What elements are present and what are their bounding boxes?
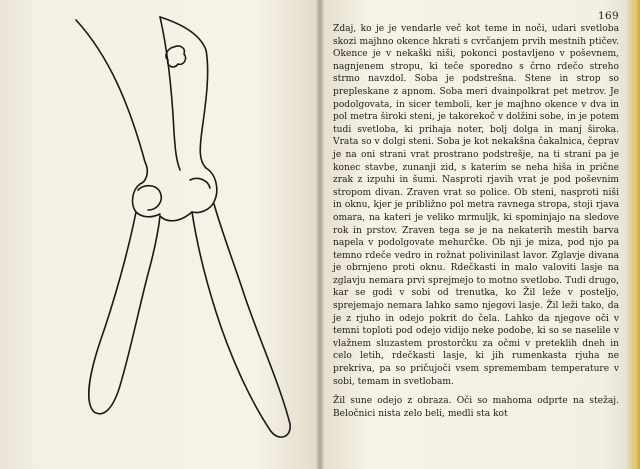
page-edge-strip [626, 0, 640, 469]
page-number: 169 [598, 10, 619, 22]
jaw-inner-line [160, 17, 180, 170]
paragraph: Žil sune odejo z obraza. Oči so mahoma odprte na stežaj. Beločnici nista zelo beli, medli sta kot [333, 396, 619, 419]
right-jaw [160, 17, 208, 168]
right-page [333, 10, 619, 462]
pivot-joint [133, 168, 217, 217]
handle-inner-edge [160, 212, 192, 221]
pivot-bump [138, 186, 161, 210]
pivot-notch [190, 178, 210, 188]
pliers-drawing-svg [70, 12, 300, 452]
pliers-illustration [70, 12, 300, 452]
left-jaw [76, 20, 147, 184]
left-handle-outer [89, 212, 160, 414]
page-gutter [316, 0, 324, 469]
body-text [333, 23, 619, 420]
right-handle-outer [192, 204, 290, 437]
paragraph: Zdaj, ko je je vendarle več kot teme in noči, udari svetloba skozi majhno okence hkrati s cvrčanjem prvih mestnih ptičev. Okence je v nekaški niši, pokonci postavljeno v poševnem, nagnjenem stropu, ki teče sporedno s črno rdečo streho strmo navzdol. Soba je podstrešna. Stene in strop so prepleskane z apnom. Soba meri dvainpolkrat pet metrov. Je podolgovata, in sicer temboli, ker je majhno okence v dva in pol metra široki steni, je takorekoč v dolžini sobe, in je potem tudi svetloba, ki prihaja noter, bolj dolga in manj široka. Vrata so v dolgi steni. Soba je kot nekakšna čakalnica, čeprav je na oni strani vrat prostrano podstrešje, na ti strani pa je konec stavbe, zunanji zid, s katerim se neha hiša in prične zrak z izpuhi in šumi. Nasproti rjavih vrat je pod poševnim stropom divan. Zraven vrat so police. Ob steni, nasproti niši in oknu, kjer je približno pol metra ravnega stropa, stoji rjava omara, na kateri je veliko mrmuljk, ki spominjajo na sledove rok in prstov. Zraven tega se je na nekaterih mestih barva napela v podolgovate mehurčke. Ob nji je miza, pod njo pa temno rdeče vedro in rožnat polivinilast lavor. Zglavje divana je obrnjeno proti oknu. Rdečkasti in malo valoviti lasje na zglavju nemara prvi sprejmejo to motno svetlobo. Tudi drugo, kar se godi v sobi od trenutka, ko Žil leže v posteljo, sprejemajo nemara lahko samo njegovi lasje. Žil leži tako, da je z rjuho in odejo pokrit do čela. Lahko da njegove oči v temni toploti pod odejo vidijo neke podobe, ki so se naselile v vlažnem sluzastem prostorčku za očmi v preteklih dneh in celo letih, rdečkasti lasje, ki jih rumenkasta rjuha ne prekriva, pa so pričujoči vsem spremembam temperature v sobi, temam in svetlobam. [333, 24, 619, 387]
